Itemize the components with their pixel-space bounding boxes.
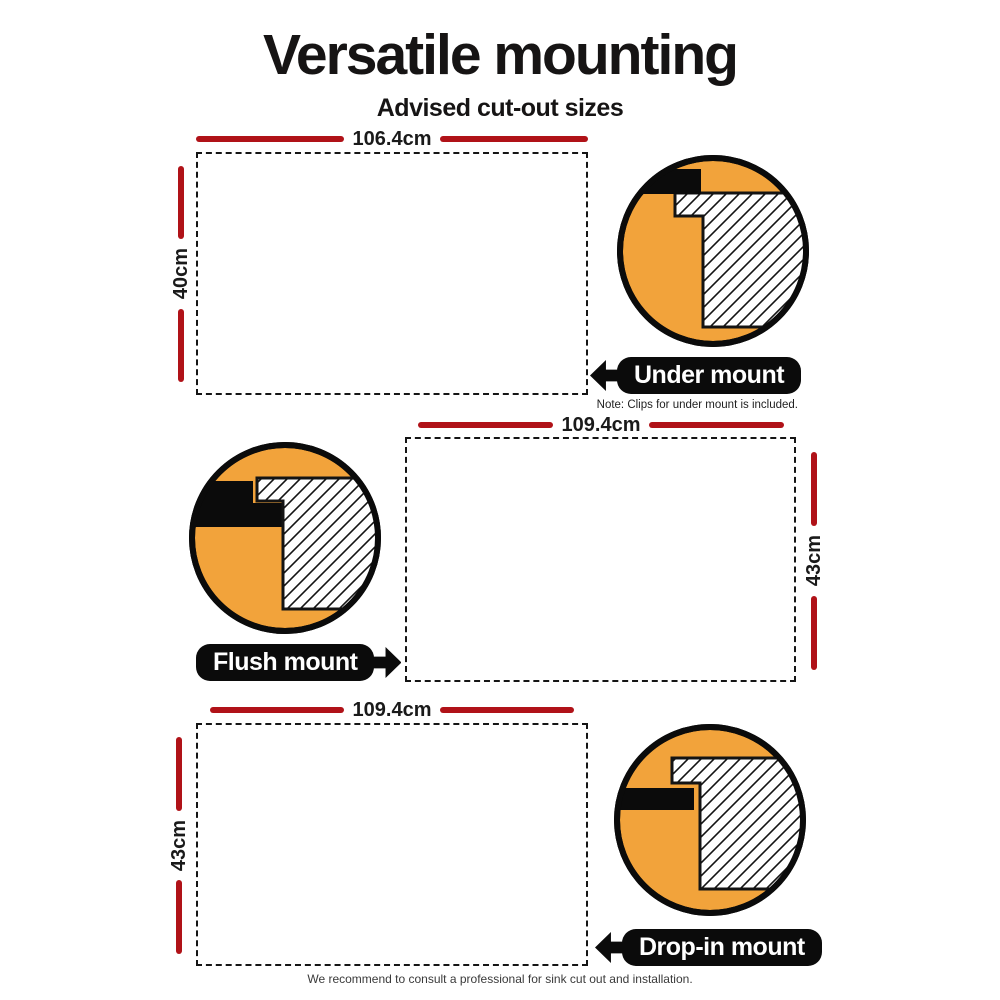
disclaimer-text: We recommend to consult a professional for sink cut out and installation. xyxy=(307,972,693,986)
flush-mount-height-dimension xyxy=(800,452,828,670)
under-mount-label xyxy=(590,357,801,394)
height-value: 43cm xyxy=(802,535,825,587)
dimension-line xyxy=(178,309,184,382)
dimension-line xyxy=(178,166,184,239)
width-value: 109.4cm xyxy=(352,698,432,721)
dimension-line xyxy=(196,136,344,142)
mount-label-pill: Under mount xyxy=(617,357,801,394)
page-title: Versatile mounting xyxy=(263,23,737,87)
width-value: 109.4cm xyxy=(561,413,641,436)
arrow-left-icon xyxy=(595,932,624,963)
flush-mount-label xyxy=(196,644,401,681)
flush-mount-cutout-rectangle xyxy=(405,437,796,682)
drop-in-mount-label xyxy=(595,929,822,966)
under-mount-width-dimension xyxy=(196,129,588,149)
height-value: 43cm xyxy=(167,819,190,872)
under-mount-diagram xyxy=(613,151,813,351)
flush-mount-diagram xyxy=(185,438,385,638)
mount-label-pill: Drop-in mount xyxy=(622,929,822,966)
dimension-line xyxy=(210,707,344,713)
dimension-line xyxy=(811,452,817,526)
under-mount-height-dimension xyxy=(167,166,195,382)
dimension-line xyxy=(811,596,817,670)
under-mount-cutout-rectangle xyxy=(196,152,588,395)
width-value: 106.4cm xyxy=(352,127,432,150)
drop-in-mount-width-dimension xyxy=(210,700,574,720)
under-mount-note: Note: Clips for under mount is included. xyxy=(596,399,798,411)
flush-mount-width-dimension xyxy=(418,415,784,435)
arrow-left-icon xyxy=(590,360,619,391)
drop-in-mount-diagram xyxy=(610,720,810,920)
drop-in-mount-cutout-rectangle xyxy=(196,723,588,966)
arrow-right-icon xyxy=(372,647,401,678)
dimension-line xyxy=(418,422,553,428)
mount-label-pill: Flush mount xyxy=(196,644,374,681)
dimension-line xyxy=(176,880,182,954)
dimension-line xyxy=(440,136,588,142)
dimension-line xyxy=(176,737,182,811)
dimension-line xyxy=(649,422,784,428)
sink-rim xyxy=(618,788,694,810)
drop-in-mount-height-dimension xyxy=(165,737,193,954)
page-subtitle: Advised cut-out sizes xyxy=(376,94,624,122)
dimension-line xyxy=(440,707,574,713)
height-value: 40cm xyxy=(169,248,192,300)
